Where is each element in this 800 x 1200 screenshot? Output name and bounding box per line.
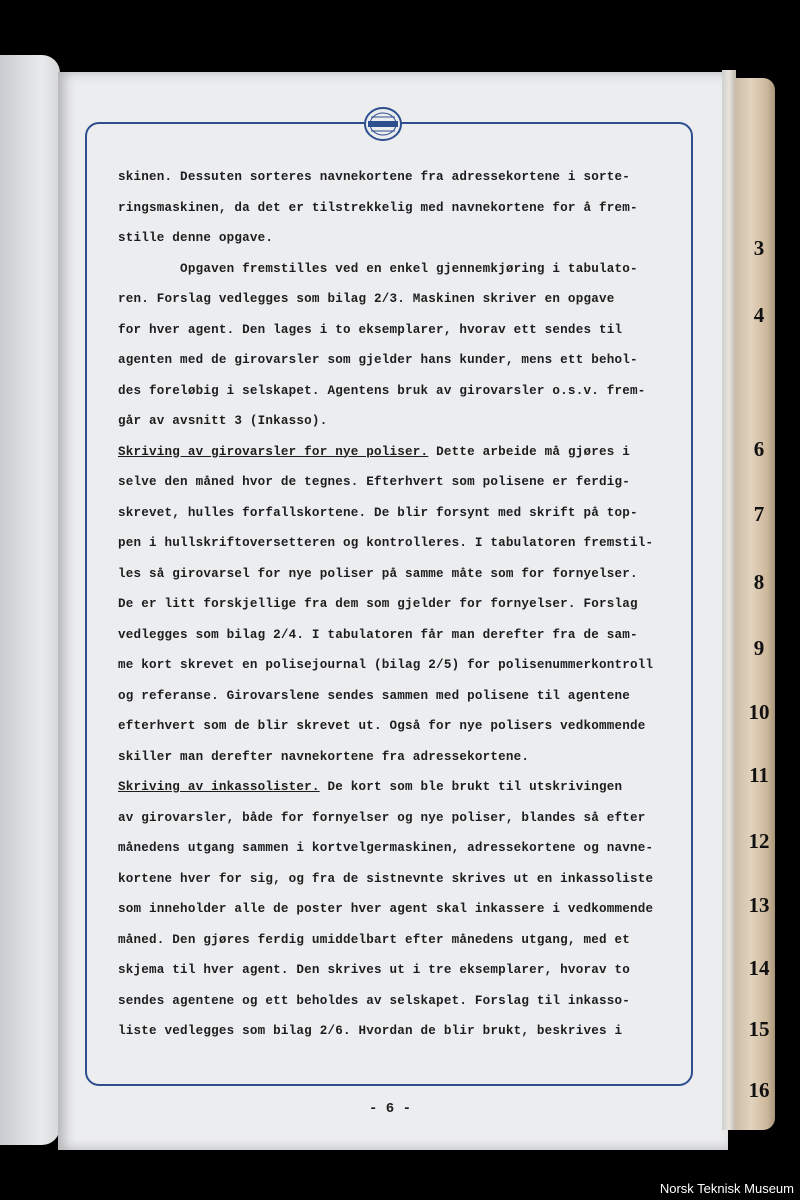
- line-text: ringsmaskinen, da det er tilstrekkelig med navnekortene for å frem-: [118, 200, 638, 215]
- index-tab-number: 12: [748, 829, 770, 853]
- index-tab-number: 4: [753, 303, 765, 327]
- line-text: måned. Den gjøres ferdig umiddelbart efter månedens utgang, med et: [118, 932, 630, 947]
- line-text: stille denne opgave.: [118, 231, 274, 245]
- line-text: De er litt forskjellige fra dem som gjelder for fornyelser. Forslag: [118, 597, 638, 611]
- text-line: [118, 201, 638, 215]
- line-text: og referanse. Girovarslene sendes sammen med polisene til agentene: [118, 688, 630, 703]
- text-line: [118, 658, 653, 672]
- index-tab-number: 7: [753, 502, 765, 526]
- text-line: [118, 811, 646, 825]
- text-line: [118, 445, 630, 459]
- line-text: liste vedlegges som bilag 2/6. Hvordan de blir brukt, beskrives i: [118, 1024, 623, 1038]
- text-line: [118, 353, 638, 367]
- line-text: skjema til hver agent. Den skrives ut i tre eksemplarer, hvorav to: [118, 963, 630, 977]
- index-tab-number: 10: [748, 700, 770, 724]
- index-tab-number: 15: [748, 1017, 770, 1041]
- line-text: sendes agentene og ett beholdes av selskapet. Forslag til inkasso-: [118, 993, 630, 1008]
- line-text: efterhvert som de blir skrevet ut. Også for nye polisers vedkommende: [118, 719, 646, 733]
- text-line: [118, 841, 653, 855]
- index-tab-number: 9: [753, 636, 765, 660]
- text-line: [118, 902, 653, 916]
- section-heading: Skriving av girovarsler for nye poliser.: [118, 444, 429, 459]
- line-text: av girovarsler, både for fornyelser og nye poliser, blandes så efter: [118, 810, 646, 825]
- index-tab-number: 3: [753, 236, 765, 260]
- line-text: skiller man derefter navnekortene fra adressekortene.: [118, 749, 530, 764]
- line-text: agenten med de girovarsler som gjelder hans kunder, mens ett behol-: [118, 353, 638, 367]
- page-number: - 6 -: [368, 1101, 411, 1117]
- line-text: me kort skrevet en polisejournal (bilag 2/5) for polisenummerkontroll: [118, 658, 654, 672]
- text-line: [118, 536, 653, 550]
- line-text: går av avsnitt 3 (Inkasso).: [118, 414, 328, 428]
- text-line: [118, 384, 646, 398]
- line-text: månedens utgang sammen i kortvelgermaskinen, adressekortene og navne-: [118, 841, 654, 855]
- text-line: [118, 414, 327, 428]
- text-line: [118, 506, 638, 520]
- line-text: skrevet, hulles forfallskortene. De blir forsynt med skrift på top-: [118, 505, 638, 520]
- text-line: [118, 963, 630, 977]
- text-line: [118, 231, 273, 245]
- line-text: De kort som ble brukt til utskrivingen: [319, 780, 623, 794]
- section-heading: Skriving av inkassolister.: [118, 780, 320, 794]
- index-tab-number: 13: [748, 893, 770, 917]
- text-line: [118, 475, 630, 489]
- text-line: [118, 719, 646, 733]
- ibm-globe-logo-icon: [363, 106, 403, 142]
- text-line: [118, 933, 630, 947]
- text-line: [118, 994, 630, 1008]
- index-tab-number: 6: [753, 437, 765, 461]
- text-line: [118, 292, 614, 306]
- text-line: [118, 750, 529, 764]
- museum-watermark: Norsk Teknisk Museum: [659, 1181, 794, 1196]
- line-text: som inneholder alle de poster hver agent skal inkassere i vedkommende: [118, 902, 654, 916]
- text-line: [118, 689, 630, 703]
- line-text: les så girovarsel for nye poliser på samme måte som for fornyelser.: [118, 566, 638, 581]
- line-text: pen i hullskriftoversetteren og kontrolleres. I tabulatoren fremstil-: [118, 536, 654, 550]
- text-line: [118, 628, 638, 642]
- left-page-edge: [0, 55, 60, 1145]
- text-line: [118, 1024, 622, 1038]
- text-line: [118, 780, 622, 794]
- text-line: [118, 170, 630, 184]
- line-text: for hver agent. Den lages i to eksemplarer, hvorav ett sendes til: [118, 322, 623, 337]
- line-text: selve den måned hvor de tegnes. Efterhvert som polisene er ferdig-: [118, 475, 630, 489]
- index-tab-number: 14: [748, 956, 770, 980]
- page-stack-edge: [722, 70, 736, 1130]
- index-tab-number: 8: [753, 570, 765, 594]
- line-text: Dette arbeide må gjøres i: [428, 444, 631, 459]
- text-line: [118, 597, 638, 611]
- text-line: [118, 323, 622, 337]
- index-tab-number: 11: [749, 763, 769, 787]
- line-text: ren. Forslag vedlegges som bilag 2/3. Maskinen skriver en opgave: [118, 292, 615, 306]
- line-text: Opgaven fremstilles ved en enkel gjennemkjøring i tabulato-: [118, 261, 638, 276]
- index-tab-number: 16: [748, 1078, 770, 1102]
- text-line: [118, 262, 638, 276]
- line-text: kortene hver for sig, og fra de sistnevnte skrives ut en inkassoliste: [118, 871, 654, 886]
- line-text: des foreløbig i selskapet. Agentens bruk av girovarsler o.s.v. frem-: [118, 383, 646, 398]
- line-text: vedlegges som bilag 2/4. I tabulatoren får man derefter fra de sam-: [118, 627, 638, 642]
- line-text: skinen. Dessuten sorteres navnekortene fra adressekortene i sorte-: [118, 170, 630, 184]
- text-line: [118, 567, 638, 581]
- text-line: [118, 872, 653, 886]
